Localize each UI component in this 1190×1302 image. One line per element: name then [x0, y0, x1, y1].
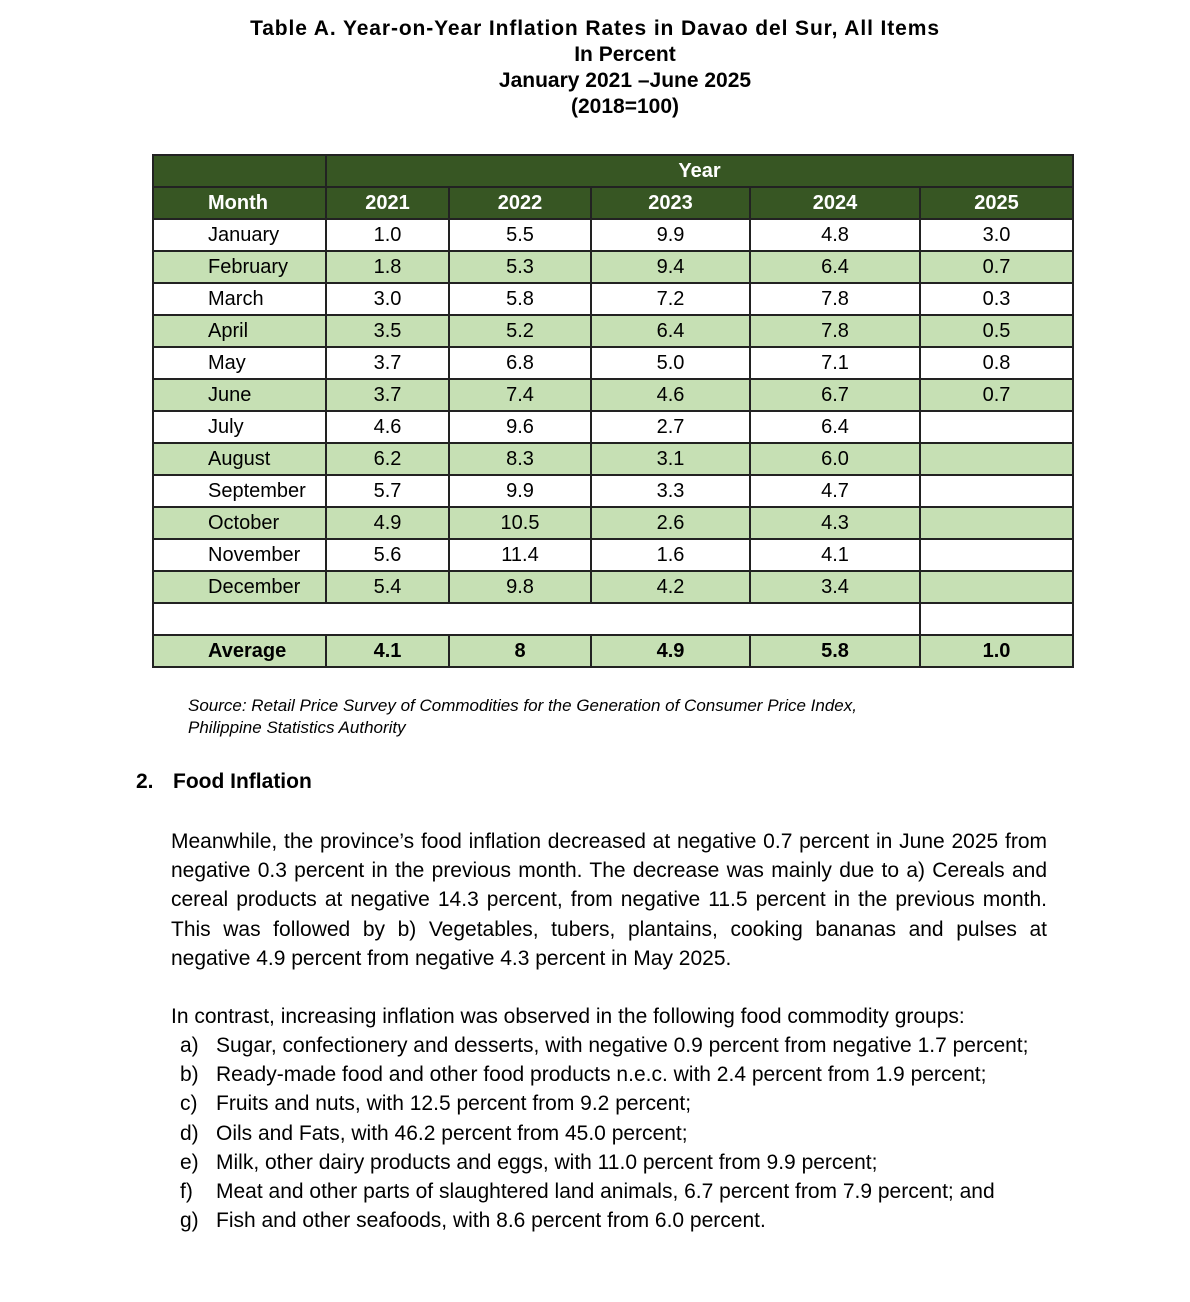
list-marker: d) — [180, 1121, 199, 1145]
list-item — [171, 1031, 1047, 1060]
blank-cell — [153, 603, 920, 635]
list-marker: f) — [180, 1180, 193, 1204]
table-row — [153, 539, 1073, 571]
list-item-text: Fruits and nuts, with 12.5 percent from 9.2 percent; — [216, 1092, 692, 1116]
value-cell: 5.3 — [449, 251, 591, 283]
month-cell: October — [153, 507, 326, 539]
section-heading — [136, 770, 312, 794]
table-period-line: January 2021 –June 2025 — [498, 69, 752, 92]
month-cell: August — [153, 443, 326, 475]
value-cell: 2.7 — [591, 411, 750, 443]
value-cell: 1.6 — [591, 539, 750, 571]
month-cell: April — [153, 315, 326, 347]
value-cell: 10.5 — [449, 507, 591, 539]
year-header-2023: 2023 — [591, 187, 750, 219]
value-cell: 7.2 — [591, 283, 750, 315]
month-cell: December — [153, 571, 326, 603]
value-cell: 4.1 — [750, 539, 920, 571]
value-cell — [920, 571, 1073, 603]
value-cell: 8.3 — [449, 443, 591, 475]
year-header-2025: 2025 — [920, 187, 1073, 219]
month-cell: November — [153, 539, 326, 571]
list-item-text: Ready-made food and other food products n.e.c. with 2.4 percent from 1.9 percent; — [216, 1063, 987, 1087]
value-cell: 4.3 — [750, 507, 920, 539]
value-cell: 1.8 — [326, 251, 449, 283]
section-number: 2. — [136, 770, 154, 793]
table-row — [153, 475, 1073, 507]
blank-row — [153, 603, 1073, 635]
average-value-cell: 4.9 — [591, 635, 750, 667]
month-cell: September — [153, 475, 326, 507]
value-cell: 6.4 — [750, 251, 920, 283]
list-item-text: Sugar, confectionery and desserts, with negative 0.9 percent from negative 1.7 percent; — [216, 1034, 1029, 1057]
value-cell: 5.2 — [449, 315, 591, 347]
year-header-2024: 2024 — [750, 187, 920, 219]
average-value-cell: 5.8 — [750, 635, 920, 667]
value-cell: 9.4 — [591, 251, 750, 283]
value-cell: 6.8 — [449, 347, 591, 379]
table-unit-line: In Percent — [574, 43, 676, 66]
average-value-cell: 8 — [449, 635, 591, 667]
value-cell: 5.6 — [326, 539, 449, 571]
value-cell: 3.4 — [750, 571, 920, 603]
month-cell: January — [153, 219, 326, 251]
value-cell: 7.8 — [750, 283, 920, 315]
value-cell: 0.7 — [920, 251, 1073, 283]
list-item — [171, 1119, 1047, 1148]
list-item-text: Fish and other seafoods, with 8.6 percent from 6.0 percent. — [216, 1209, 766, 1233]
table-row — [153, 283, 1073, 315]
value-cell: 9.8 — [449, 571, 591, 603]
value-cell: 0.5 — [920, 315, 1073, 347]
table-row — [153, 347, 1073, 379]
list-item — [171, 1060, 1047, 1089]
value-cell: 4.6 — [591, 379, 750, 411]
list-marker: g) — [180, 1209, 199, 1233]
list-marker: b) — [180, 1063, 199, 1087]
value-cell: 5.0 — [591, 347, 750, 379]
value-cell: 0.7 — [920, 379, 1073, 411]
average-row — [153, 635, 1073, 667]
value-cell: 0.3 — [920, 283, 1073, 315]
value-cell: 3.3 — [591, 475, 750, 507]
list-marker: c) — [180, 1092, 198, 1116]
value-cell: 6.4 — [750, 411, 920, 443]
value-cell: 5.5 — [449, 219, 591, 251]
table-row — [153, 411, 1073, 443]
blank-cell — [920, 603, 1073, 635]
table-row — [153, 251, 1073, 283]
table-title-line: Table A. Year-on-Year Inflation Rates in Davao del Sur, All Items — [250, 17, 940, 40]
value-cell: 4.7 — [750, 475, 920, 507]
value-cell: 5.8 — [449, 283, 591, 315]
month-cell: June — [153, 379, 326, 411]
month-cell: July — [153, 411, 326, 443]
value-cell — [920, 539, 1073, 571]
value-cell — [920, 507, 1073, 539]
value-cell: 11.4 — [449, 539, 591, 571]
value-cell: 3.0 — [326, 283, 449, 315]
value-cell: 5.4 — [326, 571, 449, 603]
table-row — [153, 571, 1073, 603]
value-cell: 9.6 — [449, 411, 591, 443]
list-marker: a) — [180, 1034, 199, 1057]
year-header-2022: 2022 — [449, 187, 591, 219]
table-title — [0, 16, 1190, 120]
value-cell — [920, 443, 1073, 475]
table-row — [153, 315, 1073, 347]
list-item — [171, 1148, 1047, 1177]
inflation-table — [152, 154, 1074, 668]
value-cell: 6.4 — [591, 315, 750, 347]
list-item-text: Oils and Fats, with 46.2 percent from 45.0 percent; — [216, 1121, 688, 1145]
month-cell: February — [153, 251, 326, 283]
value-cell: 3.5 — [326, 315, 449, 347]
value-cell — [920, 475, 1073, 507]
table-row — [153, 507, 1073, 539]
commodity-group-list — [171, 1031, 1047, 1235]
source-line: Philippine Statistics Authority — [188, 718, 406, 737]
value-cell: 9.9 — [449, 475, 591, 507]
food-inflation-paragraph: Meanwhile, the province’s food inflation decreased at negative 0.7 percent in June 2025 from negative 0.3 percent in the previous month. The decrease was mainly due to a) Cereals and cereal products at negative 14.3 percent, from negative 11.5 percent in the previous month. This was followed by b) Vegetables, tubers, plantains, cooking bananas and pulses at negative 4.9 percent from negative 4.3 percent in May 2025. — [171, 830, 1047, 970]
list-marker: e) — [180, 1150, 199, 1174]
value-cell: 1.0 — [326, 219, 449, 251]
value-cell: 4.2 — [591, 571, 750, 603]
value-cell: 3.1 — [591, 443, 750, 475]
contrast-paragraph: In contrast, increasing inflation was observed in the following food commodity groups: — [171, 1005, 965, 1028]
month-cell: May — [153, 347, 326, 379]
value-cell: 7.8 — [750, 315, 920, 347]
average-value-cell: 4.1 — [326, 635, 449, 667]
list-item — [171, 1089, 1047, 1118]
section-title: Food Inflation — [173, 770, 312, 793]
source-note — [188, 695, 857, 739]
year-header-2021: 2021 — [326, 187, 449, 219]
table-row — [153, 379, 1073, 411]
table-row — [153, 219, 1073, 251]
value-cell: 3.7 — [326, 379, 449, 411]
source-line: Source: Retail Price Survey of Commodities for the Generation of Consumer Price Index, — [188, 696, 857, 715]
list-item — [171, 1206, 1047, 1235]
value-cell: 6.2 — [326, 443, 449, 475]
year-group-header: Year — [326, 155, 1073, 187]
value-cell — [920, 411, 1073, 443]
month-column-header: Month — [153, 187, 326, 219]
average-value-cell: 1.0 — [920, 635, 1073, 667]
list-item-text: Milk, other dairy products and eggs, with 11.0 percent from 9.9 percent; — [216, 1150, 878, 1174]
list-item-text: Meat and other parts of slaughtered land animals, 6.7 percent from 7.9 percent; and — [216, 1180, 995, 1204]
month-cell: March — [153, 283, 326, 315]
table-row — [153, 443, 1073, 475]
value-cell: 2.6 — [591, 507, 750, 539]
value-cell: 7.4 — [449, 379, 591, 411]
table-base-year-line: (2018=100) — [570, 95, 679, 118]
value-cell: 3.0 — [920, 219, 1073, 251]
value-cell: 4.6 — [326, 411, 449, 443]
value-cell: 6.0 — [750, 443, 920, 475]
value-cell: 4.9 — [326, 507, 449, 539]
header-corner-cell — [153, 155, 326, 187]
average-label: Average — [153, 635, 326, 667]
value-cell: 0.8 — [920, 347, 1073, 379]
value-cell: 7.1 — [750, 347, 920, 379]
value-cell: 9.9 — [591, 219, 750, 251]
value-cell: 4.8 — [750, 219, 920, 251]
list-item — [171, 1177, 1047, 1206]
value-cell: 3.7 — [326, 347, 449, 379]
value-cell: 6.7 — [750, 379, 920, 411]
value-cell: 5.7 — [326, 475, 449, 507]
